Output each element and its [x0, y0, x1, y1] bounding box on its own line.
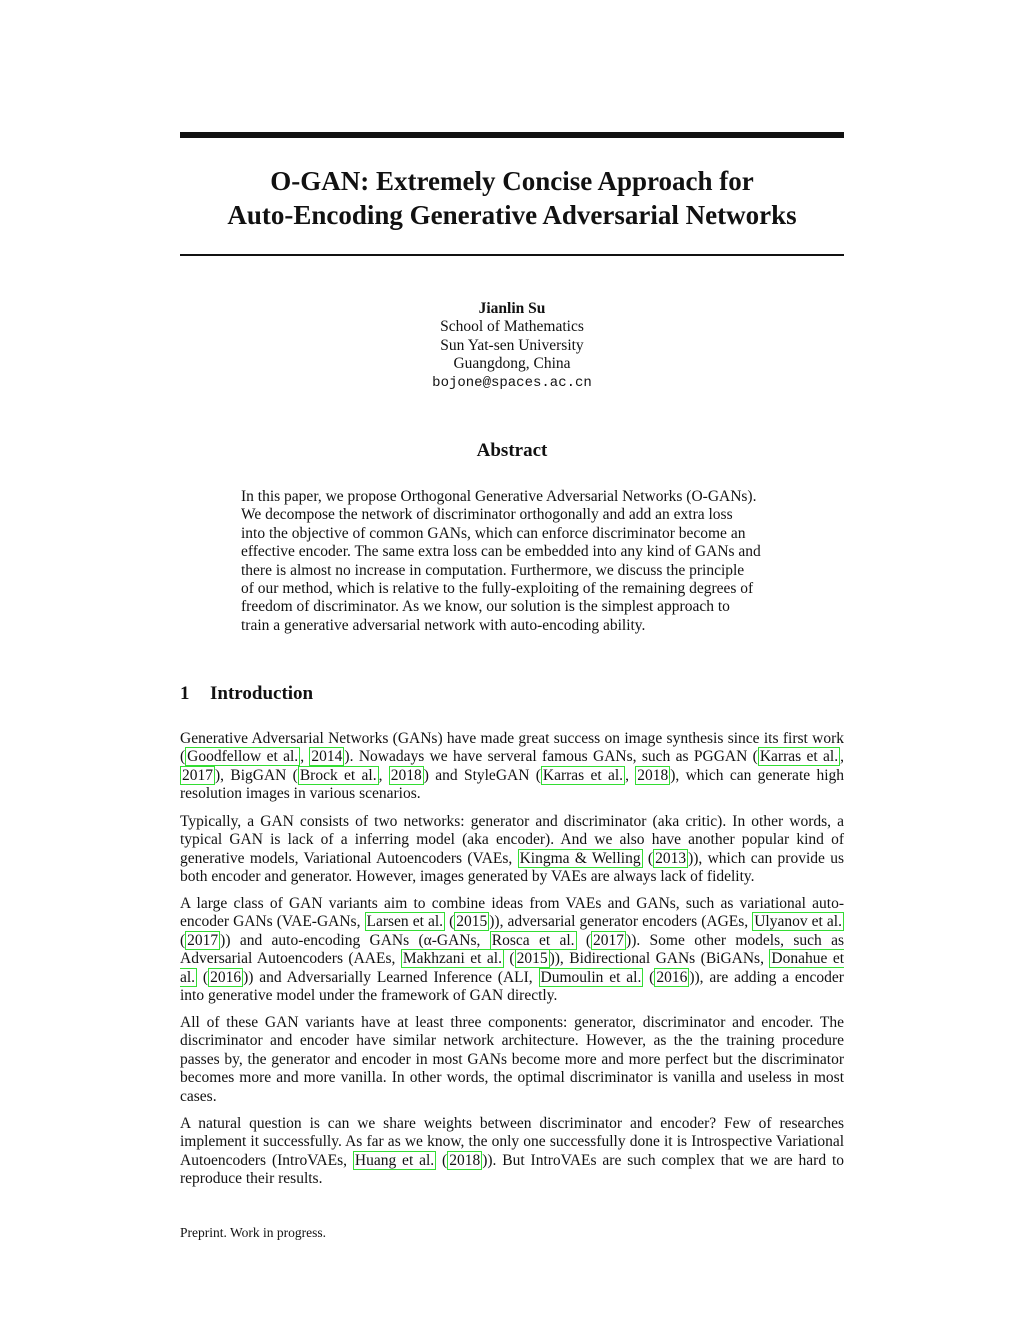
- title-line-2: Auto-Encoding Generative Adversarial Networks: [227, 200, 797, 230]
- title-line-1: O-GAN: Extremely Concise Approach for: [270, 166, 754, 196]
- citation-link[interactable]: Dumoulin et al.: [540, 968, 642, 986]
- text-run: ), which can generate high resolution images in various scenarios.: [180, 766, 844, 803]
- text-run: (: [445, 913, 455, 931]
- text-run: Typically, a GAN consists of two networks: generator and discriminator (aka critic). In other words, a typical GAN is lack of a inferring model (aka encoder). And we also have another popular kind of generative models, Variational Autoencoders (VAEs,: [180, 813, 844, 867]
- paper-title: [180, 164, 844, 232]
- citation-link[interactable]: 2016: [656, 968, 688, 986]
- citation-link[interactable]: 2016: [210, 968, 242, 986]
- abstract-text: [241, 488, 784, 635]
- author-university: Sun Yat-sen University: [440, 336, 584, 354]
- author-location: Guangdong, China: [453, 355, 571, 373]
- abstract-line: of our method, which is relative to the fully-exploiting of the remaining degrees of: [241, 580, 754, 598]
- abstract-line: effective encoder. The same extra loss can be embedded into any kind of GANs and: [241, 543, 761, 561]
- citation-link[interactable]: Kingma & Welling: [519, 849, 641, 867]
- citation-link[interactable]: Goodfellow et al.: [187, 748, 299, 766]
- citation-link[interactable]: 2014: [311, 748, 343, 766]
- paragraph-text: All of these GAN variants have at least three components: generator, discriminator and encoder. The discriminator and encoder have similar network architecture. However, as the the training procedure passes by, the generator and encoder in most GANs become more and more perfect but the discriminator becomes more and more vanilla. In other words, the optimal discriminator is vanilla and useless in most cases.: [180, 1014, 844, 1105]
- text-run: )), adversarial generator encoders (AGEs,: [489, 913, 753, 931]
- footer-note: Preprint. Work in progress.: [180, 1225, 327, 1240]
- text-run: )), which can provide us both encoder and generator. However, images generated by VAEs are always lack of fidelity.: [180, 849, 844, 886]
- title-top-rule: [180, 132, 844, 138]
- abstract-line: into the objective of common GANs, which can enforce discriminator become an: [241, 524, 746, 542]
- text-run: )) and auto-encoding GANs (α-GANs,: [220, 931, 490, 949]
- abstract-heading: Abstract: [476, 440, 548, 461]
- text-run: (: [197, 968, 209, 986]
- text-run: ) and StyleGAN (: [423, 766, 541, 784]
- abstract-line: freedom of discriminator. As we know, our solution is the simplest approach to: [241, 598, 730, 616]
- abstract-line: We decompose the network of discriminator orthogonally and add an extra loss: [241, 506, 733, 524]
- text-run: ), BigGAN (: [215, 766, 298, 784]
- title-bottom-rule: [180, 254, 844, 256]
- text-run: )), Bidirectional GANs (BiGANs,: [549, 950, 770, 968]
- intro-paragraph-2: [180, 813, 844, 887]
- citation-link[interactable]: Brock et al.: [299, 766, 377, 784]
- intro-paragraph-5: [180, 1115, 844, 1189]
- text-run: (: [180, 931, 186, 949]
- citation-link[interactable]: 2018: [390, 766, 422, 784]
- section-number: 1: [180, 683, 190, 704]
- citation-link[interactable]: 2018: [637, 766, 669, 784]
- text-run: ,: [625, 766, 636, 784]
- text-run: )). Some other models, such as Adversarial Autoencoders (AAEs,: [180, 931, 844, 968]
- citation-link[interactable]: 2018: [449, 1151, 481, 1169]
- intro-paragraph-4: [180, 1014, 844, 1106]
- section-title: Introduction: [210, 683, 314, 704]
- text-run: )) and Adversarially Learned Inference (ALI,: [243, 968, 539, 986]
- abstract-line: In this paper, we propose Orthogonal Generative Adversarial Networks (O-GANs).: [241, 488, 757, 505]
- text-run: ,: [300, 748, 310, 766]
- citation-link[interactable]: Karras et al.: [759, 748, 839, 766]
- section-heading: [180, 683, 313, 705]
- abstract-line: train a generative adversarial network with auto-encoding ability.: [241, 616, 646, 634]
- text-run: A natural question is can we share weights between discriminator and encoder? Few of researches implement it successfully. As far as we know, the only one successfully done it is Introspective Variational Autoencoders (IntroVAEs,: [180, 1115, 844, 1169]
- text-run: (: [503, 950, 515, 968]
- abstract-line: there is almost no increase in computation. Furthermore, we discuss the principle: [241, 561, 745, 579]
- citation-link[interactable]: Huang et al.: [354, 1151, 435, 1169]
- citation-link[interactable]: Makhzani et al.: [402, 950, 502, 968]
- text-run: ). Nowadays we have serveral famous GANs, such as PGGAN (: [344, 748, 758, 766]
- text-run: )), are adding a encoder into generative model under the framework of GAN directly.: [180, 968, 844, 1005]
- text-run: (: [576, 931, 592, 949]
- author-name: Jianlin Su: [478, 300, 546, 317]
- intro-paragraph-1: [180, 730, 844, 804]
- text-run: Generative Adversarial Networks (GANs) have made great success on image synthesis since its first work (: [180, 730, 844, 766]
- author-block: [180, 300, 844, 392]
- citation-link[interactable]: 2013: [655, 849, 687, 867]
- citation-link[interactable]: 2017: [187, 931, 219, 949]
- citation-link[interactable]: 2017: [182, 766, 213, 784]
- citation-link[interactable]: 2015: [516, 950, 548, 968]
- citation-link[interactable]: Larsen et al.: [366, 913, 444, 931]
- text-run: (: [643, 968, 655, 986]
- intro-paragraph-3: [180, 895, 844, 1005]
- citation-link[interactable]: Ulyanov et al.: [754, 913, 842, 931]
- text-run: (: [436, 1151, 448, 1169]
- text-run: A large class of GAN variants aim to combine ideas from VAEs and GANs, such as variational auto-encoder GANs (VAE-GANs,: [180, 895, 844, 931]
- citation-link[interactable]: Donahue et al.: [180, 950, 845, 986]
- citation-link[interactable]: 2017: [593, 931, 625, 949]
- citation-link[interactable]: Rosca et al.: [491, 931, 575, 949]
- citation-link[interactable]: 2015: [456, 913, 488, 931]
- citation-link[interactable]: Karras et al.: [542, 766, 624, 784]
- text-run: ,: [378, 766, 389, 784]
- author-email[interactable]: bojone@spaces.ac.cn: [432, 374, 592, 391]
- text-run: ,: [840, 748, 844, 766]
- text-run: (: [642, 849, 654, 867]
- text-run: )). But IntroVAEs are such complex that we are hard to reproduce their results.: [180, 1151, 845, 1188]
- author-department: School of Mathematics: [440, 318, 584, 336]
